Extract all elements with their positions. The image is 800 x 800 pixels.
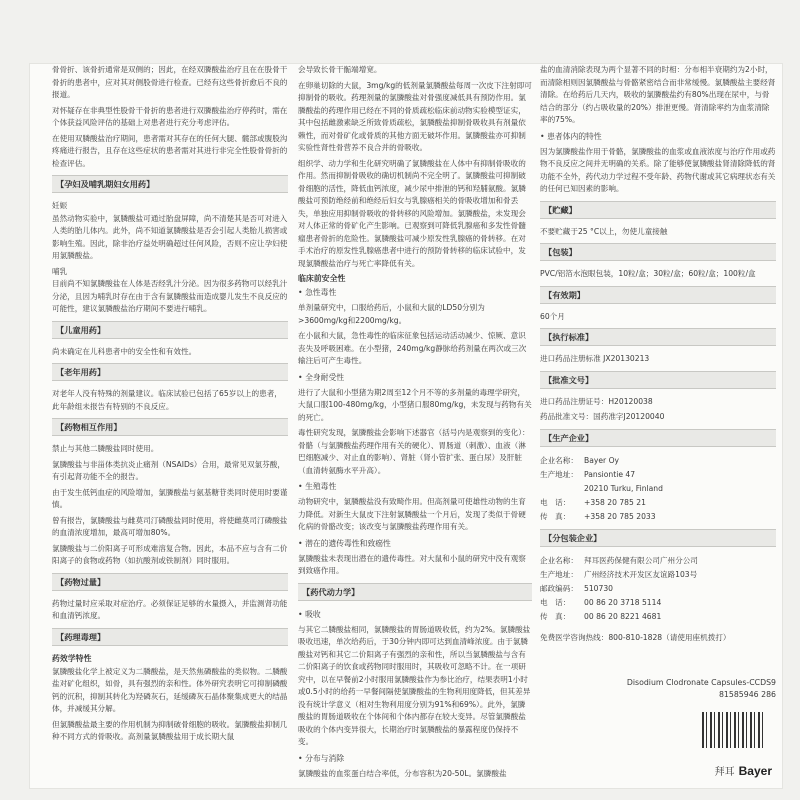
bullet-heading: • 潜在的遗传毒性和致癌性 <box>298 537 532 550</box>
paragraph: 禁止与其他二膦酸盐同时使用。 <box>52 444 159 453</box>
hotline-text: 免费医学咨询热线：800-810-1828（请使用座机拨打） <box>540 632 731 642</box>
section-header-children: 【儿童用药】 <box>52 321 288 339</box>
paragraph: 氯膦酸盐化学上被定义为二膦酸盐，是天然焦磷酸盐的类似物。二膦酸盐对矿化组织，如骨，具有强烈的亲和性。体外研究表明它可抑制磷酸钙的沉积，抑制其转化为羟磷灰石，延缓磷灰石晶体聚集成更大的结晶体，并减缓其分解。 <box>52 666 288 713</box>
paragraph: 在使用双膦酸盐治疗期间，患者需对其存在的任何大腿、髋部或腹股沟疼痛进行报告，且存在这些症状的患者需对其进行非完全性股骨骨折的检查评估。 <box>52 133 288 168</box>
subpackager-row <box>540 610 776 624</box>
column-middle <box>298 64 532 783</box>
field-label: 电 话： <box>540 497 571 507</box>
field-value: +358 20 785 2033 <box>584 511 656 521</box>
paragraph: 目前尚不知氯膦酸盐在人体是否经乳汁分泌。因为很多药物可以经乳汁分泌，且因为哺乳时存在由于含有氯膦酸盐而造成婴儿发生不良反应的可能性，建议氯膦酸盐治疗期间不要进行哺乳。 <box>52 279 288 313</box>
item-code: 81585946 286 <box>718 690 776 699</box>
field-value: 广州经济技术开发区友谊路103号 <box>584 569 698 579</box>
paragraph: 对怀疑存在非典型性股骨干骨折的患者进行双膦酸盐治疗停药时，需在个体获益风险评估的基础上对患者进行充分考虑评估。 <box>52 105 288 127</box>
field-value: Bayer Oy <box>584 455 620 465</box>
section-header-pregnancy: 【孕妇及哺乳期妇女用药】 <box>52 175 288 193</box>
field-label: 企业名称： <box>540 455 578 465</box>
paragraph: 进口药品注册标准 JX20130213 <box>540 354 650 363</box>
section-header-approval: 【批准文号】 <box>540 371 776 389</box>
paragraph: 对老年人没有特殊的剂量建议。临床试验已包括了65岁以上的患者，此年龄组未报告有特别的不良反应。 <box>52 389 282 411</box>
paragraph: 氯膦酸盐与非甾体类抗炎止痛剂（NSAIDs）合用，最常见双氯芬酸，有引起肾功能不全的报告。 <box>52 459 285 481</box>
manufacturer-row <box>540 454 776 468</box>
paragraph: 毒性研究发现，氯膦酸盐会影响下述器官（括号内是观察到的变化）：骨骼（与氯膦酸盐药理作用有关的硬化）、胃肠道（刺激）、血液（淋巴细胞减少、对止血的影响）、肾脏（肾小管扩张、蛋白尿）及肝脏（血清转氨酶水平升高）。 <box>298 428 530 475</box>
section-header-pharmacology: 【药理毒理】 <box>52 628 288 646</box>
subpackager-row <box>540 582 776 596</box>
field-value: 20210 Turku, Finland <box>584 483 663 493</box>
section-header-elderly: 【老年用药】 <box>52 363 288 381</box>
section-header-manufacturer: 【生产企业】 <box>540 429 776 447</box>
paragraph: 在卵巢切除的大鼠，3mg/kg的低剂量氯膦酸盐每周一次皮下注射即可抑制骨的吸收。药理剂量的氯膦酸盐对骨强度减低具有预防作用。氯膦酸盐的药理作用已经在不同的骨质疏松临床前动物实验模型证实，其中包括雌激素缺乏所致骨质疏松，氯膦酸盐抑制骨吸收具有剂量依赖性，而对骨矿化或骨质的其他方面无破坏作用。氯膦酸盐亦可抑制实验性肾性骨营养不良合并的骨吸收。 <box>298 80 532 152</box>
bullet-heading: • 患者体内的特性 <box>540 130 776 143</box>
field-label <box>540 482 584 496</box>
bullet-heading: • 全身耐受性 <box>298 371 532 384</box>
field-label: 电 话： <box>540 597 571 607</box>
paragraph: 虽然动物实验中，氯膦酸盐可通过胎盘屏障，尚不清楚其是否可对进入人类的胎儿体内。此外，尚不知道氯膦酸盐是否会引起人类胎儿损害或影响生殖。因此，除非治疗益处明确超过任何风险，否则不应让孕妇使用氯膦酸盐。 <box>52 213 288 260</box>
bullet-heading: • 急性毒性 <box>298 286 532 299</box>
manufacturer-row <box>540 510 776 524</box>
brand-chinese: 拜耳 <box>714 767 735 778</box>
subpackager-row <box>540 568 776 582</box>
paragraph: 动物研究中，氯膦酸盐没有致畸作用。但高剂量可使雄性动物的生育力降低。对新生大鼠皮下注射氯膦酸盐一个月后，发现了类似于骨硬化病的骨骼改变；该改变与氯膦酸盐药理作用有关。 <box>298 497 526 531</box>
paragraph: 氯膦酸盐未表现出潜在的遗传毒性。对大鼠和小鼠的研究中没有观察到致癌作用。 <box>298 553 526 575</box>
paragraph: 进口药品注册证号：H20120038 <box>540 396 653 406</box>
paragraph: 氯膦酸盐的血浆蛋白结合率低，分布容积为20-50L。氯膦酸盐 <box>298 768 507 778</box>
manufacturer-row <box>540 468 776 482</box>
product-code: Disodium Clodronate Capsules-CCDS9 <box>626 678 776 687</box>
paragraph: 与其它二膦酸盐相同，氯膦酸盐的胃肠道吸收低，约为2%。氯膦酸盐吸收迅速，单次给药后，于30分钟内即可达到血清峰浓度。由于氯膦酸盐对钙和其它二价阳离子有强烈的亲和性，所以当氯膦酸盐与含有二价阳离子的饮食或药物同时服用时，其吸收可忽略不计。在一项研究中，以在早餐前2小时服用氯膦酸盐作为参比治疗，结果表明1小时或0.5小时的给药一早餐间隔使氯膦酸盐的生物利用度降低，但其差异没有统计学意义（相对生物利用度分别为91%和69%）。此外，氯膦酸盐的胃肠道吸收在个体间和个体内都存在较大变异。尽管氯膦酸盐吸收的个体内变异很大，长期治疗时氯膦酸盐的暴露程度仍保持不变。 <box>298 624 531 746</box>
paragraph: 在小鼠和大鼠，急性毒性的临床征象包括运动活动减少、惊厥、意识丧失及呼吸困难。在小型猪，240mg/kg静脉给药剂量在两次或三次输注后可产生毒性。 <box>298 331 527 365</box>
field-value: 510730 <box>584 583 613 593</box>
section-header-storage: 【贮藏】 <box>540 201 776 219</box>
paragraph: 单剂量研究中，口服给药后，小鼠和大鼠的LD50分别为 >3600mg/kg和2200mg/kg。 <box>298 303 485 325</box>
paragraph: 曾有报告，氯膦酸盐与雌莫司汀磷酸盐同时使用，将使雌莫司汀磷酸盐的血清浓度增加，最高可增加80%。 <box>52 515 288 537</box>
field-value: 00 86 20 8221 4681 <box>584 611 662 621</box>
paragraph: 盐的血清消除表现为两个显著不同的时相：分布相半衰期约为2小时，而清除相则因氯膦酸盐与骨骼紧密结合而非常缓慢。氯膦酸盐主要经肾清除。在给药后几天内，吸收的氯膦酸盐约有80%出现在尿中，与骨结合的部分（约占吸收量的20%）排泄更慢。肾清除率约为血浆清除率的75%。 <box>540 65 776 124</box>
bullet-heading: • 吸收 <box>298 608 532 621</box>
subheading: 妊娠 <box>52 201 68 210</box>
field-value: 00 86 20 3718 5114 <box>584 597 662 607</box>
subheading-preclinical: 临床前安全性 <box>298 274 346 283</box>
paragraph: 会导致长骨干骺端增宽。 <box>298 65 382 74</box>
paragraph: 组织学、动力学和生化研究明确了氯膦酸盐在人体中有抑制骨吸收的作用。然而抑制骨吸收的确切机制尚不完全明了。氯膦酸盐可抑制破骨细胞的活性，降低血钙浓度，减少尿中排泄的钙和羟脯氨酸。氯膦酸盐可预防绝经前和绝经后妇女与乳腺癌相关的骨吸收增加和骨丢失，单独应用抑制骨吸收的骨转移的风险增加。氯膦酸盐，未发现会对人体正常的骨矿化产生影响。已观察到可降低乳腺癌和多发性骨髓瘤患者骨折的危险性。氯膦酸盐可减少原发性乳腺癌的骨转移。在对手术治疗的原发性乳腺癌患者中进行的预防骨转移的临床试验中，发现氯膦酸盐治疗与死亡率降低有关。 <box>298 158 526 268</box>
paragraph: 因为氯膦酸盐作用于骨骼，氯膦酸盐的血浆或血液浓度与治疗作用或药物不良反应之间并无明确的关系。除了能够使氯膦酸盐肾清除降低的肾功能不全外，药代动力学过程不受年龄、药物代谢或其它病理状态有关的任何已知因素的影响。 <box>540 146 776 193</box>
bayer-logo <box>715 763 772 778</box>
field-label: 邮政编码： <box>540 583 578 593</box>
subheading: 药效学特性 <box>52 653 92 663</box>
paragraph: 氯膦酸盐与二价阳离子可形成难溶复合物。因此，本品不应与含有二价阳离子的食物或药物（如抗酸剂或铁制剂）同时服用。 <box>52 543 288 565</box>
paragraph: PVC/铝箔水泡眼包装，10粒/盒；30粒/盒；60粒/盒；100粒/盒 <box>540 269 756 278</box>
paragraph: 由于发生低钙血症的风险增加，氯膦酸盐与氨基糖苷类同时使用时要谨慎。 <box>52 487 288 509</box>
bullet-heading: • 分布与消除 <box>298 752 532 765</box>
field-value: +358 20 785 21 <box>584 497 646 507</box>
manufacturer-row <box>540 496 776 510</box>
field-label: 传 真： <box>540 511 571 521</box>
package-insert-sheet <box>30 64 782 788</box>
subpackager-row <box>540 596 776 610</box>
section-header-standard: 【执行标准】 <box>540 328 776 346</box>
field-value: 拜耳医药保健有限公司广州分公司 <box>584 555 698 565</box>
field-label: 传 真： <box>540 611 571 621</box>
section-header-package: 【包装】 <box>540 243 776 261</box>
brand-english: Bayer <box>738 764 772 778</box>
section-header-interactions: 【药物相互作用】 <box>52 418 288 436</box>
column-right <box>540 64 776 701</box>
section-header-validity: 【有效期】 <box>540 286 776 304</box>
paragraph: 药品批准文号：国药准字J20120040 <box>540 412 665 421</box>
field-value: Pansiontie 47 <box>584 469 636 479</box>
paragraph: 骨骨折、该骨折通常是双侧的；因此，在经双膦酸盐治疗且在在股骨干骨折的患者中，应对其对侧股骨进行检查。已经有这些骨折愈后不良的报道。 <box>52 65 288 99</box>
field-label: 生产地址： <box>540 569 578 579</box>
paragraph: 尚未确定在儿科患者中的安全性和有效性。 <box>52 346 197 356</box>
paragraph: 60个月 <box>540 311 565 321</box>
subheading: 哺乳 <box>52 266 68 276</box>
bullet-heading: • 生殖毒性 <box>298 480 532 493</box>
field-label: 企业名称： <box>540 555 578 565</box>
column-left <box>52 64 288 747</box>
paragraph: 药物过量时应采取对症治疗。必须保证足够的水量摄入，并监测肾功能和血清钙浓度。 <box>52 598 288 620</box>
pharmacode-barcode-icon <box>702 712 764 748</box>
section-header-subpackager: 【分包装企业】 <box>540 529 776 547</box>
paragraph: 进行了大鼠和小型猪为期2周至12个月不等的多剂量的毒理学研究，大鼠口服100-480mg/kg，小型猪口服80mg/kg，未发现与药物有关的死亡。 <box>298 387 532 422</box>
section-header-overdose: 【药物过量】 <box>52 573 288 591</box>
manufacturer-row <box>540 482 776 496</box>
subpackager-row <box>540 554 776 568</box>
paragraph: 不要贮藏于25 °C以上，勿使儿童接触 <box>540 226 668 236</box>
section-header-pharmacokinetics: 【药代动力学】 <box>298 583 532 601</box>
field-label: 生产地址： <box>540 469 578 479</box>
paragraph: 但氯膦酸盐最主要的作用机制为抑制破骨细胞的吸收。氯膦酸盐抑制几种不同方式的骨吸收。高剂量氯膦酸盐用于成长期大鼠 <box>52 719 288 741</box>
